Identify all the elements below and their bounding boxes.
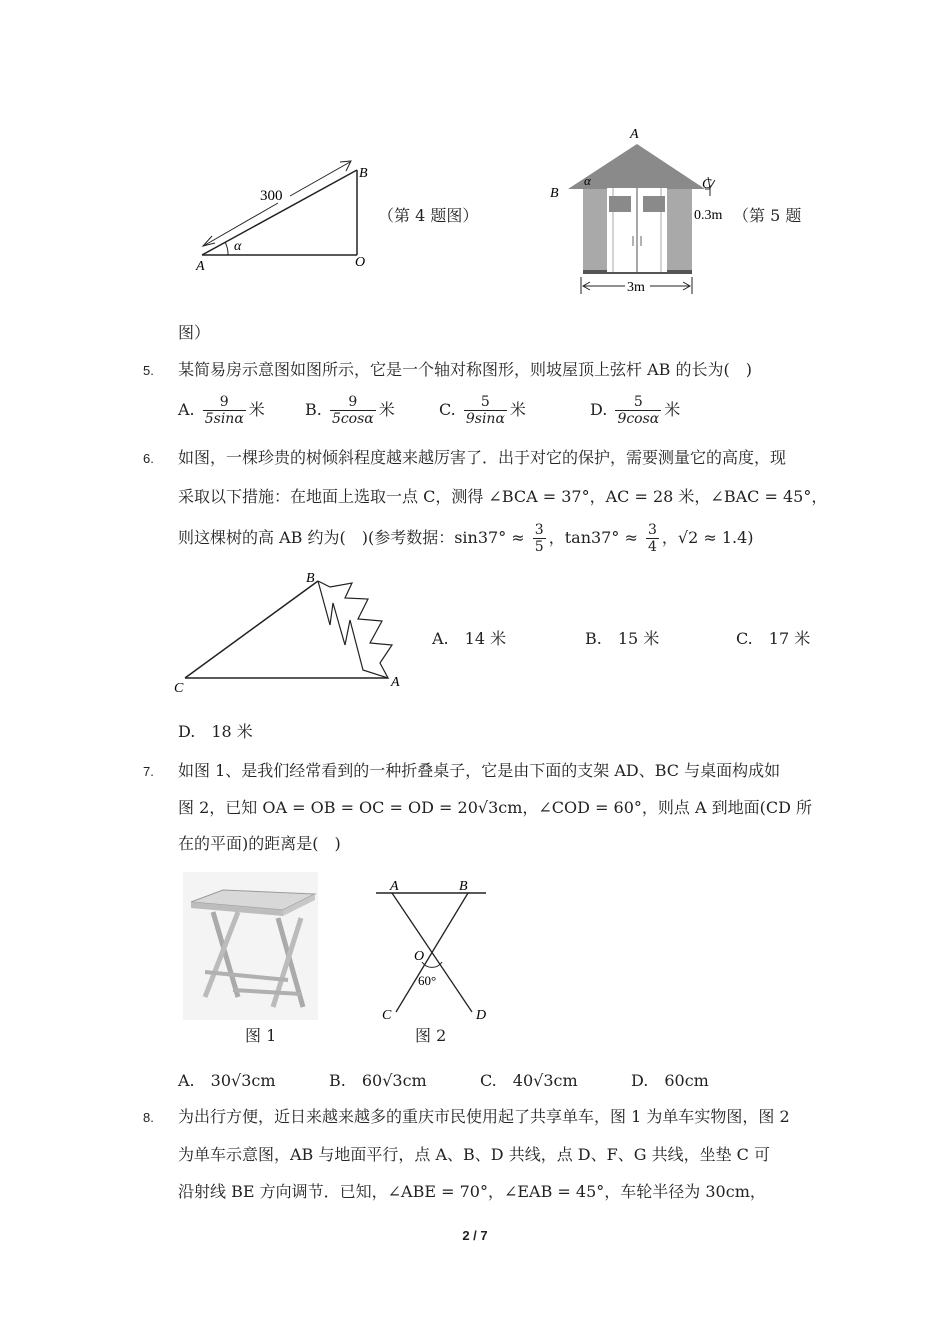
- q6-line3-a: 则这棵树的高 AB 约为( )(参考数据：sin37° ≈: [178, 528, 525, 547]
- q6-option-c: C. 17 米: [736, 629, 811, 648]
- fig4-label-a: A: [196, 259, 205, 274]
- q6-option-d: D. 18 米: [178, 722, 253, 741]
- q7-line1: 如图 1、是我们经常看到的一种折叠桌子，它是由下面的支架 AD、BC 与桌面构成如: [178, 761, 781, 780]
- q6-line2: 采取以下措施：在地面上选取一点 C，测得 ∠BCA = 37°，AC = 28 米，∠BAC = 45°，: [178, 487, 828, 506]
- q5-option-c-unit: 米: [509, 400, 526, 419]
- q5-option-a-label: A.: [178, 400, 195, 419]
- q5-option-c-num: 5: [464, 394, 507, 411]
- q5-option-b-num: 9: [330, 394, 376, 411]
- fig5-label-a: A: [630, 127, 639, 142]
- q5-option-c-den: 9sinα: [465, 411, 505, 427]
- q5-option-b-label: B.: [305, 400, 322, 419]
- q6-frac2-den: 4: [647, 539, 657, 555]
- figure-7-table-photo: [183, 872, 318, 1020]
- fig4-label-alpha: α: [234, 239, 242, 254]
- q5-option-a-den: 5sinα: [204, 411, 244, 427]
- q5-stem: 某简易房示意图如图所示，它是一个轴对称图形，则坡屋顶上弦杆 AB 的长为( ): [178, 360, 752, 379]
- q5-option-a-unit: 米: [248, 400, 265, 419]
- q6-line3: [178, 522, 754, 555]
- q5-option-d: [590, 394, 680, 427]
- q7-option-a: A. 30√3cm: [178, 1071, 276, 1090]
- q6-line3-b: ，tan37° ≈: [548, 528, 638, 547]
- q7-number: 7.: [143, 764, 154, 779]
- q5-option-c-label: C.: [439, 400, 456, 419]
- page-number: 2 / 7: [462, 1228, 488, 1243]
- q7-option-c: C. 40√3cm: [480, 1071, 578, 1090]
- q7-option-d: D. 60cm: [631, 1071, 709, 1090]
- q5-option-d-label: D.: [590, 400, 608, 419]
- fig5-caption-part1: （第 5 题: [733, 206, 802, 225]
- fig5-label-c: C: [702, 177, 712, 192]
- fig6-label-c: C: [174, 681, 184, 696]
- fig5-caption-part2: 图）: [178, 323, 211, 342]
- q5-option-a-num: 9: [203, 394, 246, 411]
- q6-option-a: A. 14 米: [432, 629, 507, 648]
- q6-number: 6.: [143, 451, 154, 466]
- figure-6-tree: [170, 565, 410, 700]
- figure-7-diagram: [370, 872, 500, 1022]
- fig7-label-d: D: [476, 1008, 487, 1022]
- q8-line1: 为出行方便，近日来越来越多的重庆市民使用起了共享单车，图 1 为单车实物图，图 2: [178, 1107, 790, 1126]
- q5-option-d-unit: 米: [664, 400, 681, 419]
- fig4-label-o: O: [355, 255, 366, 270]
- q8-number: 8.: [143, 1110, 154, 1125]
- q5-option-a: [178, 394, 265, 427]
- q5-number: 5.: [143, 363, 154, 378]
- fig7-label-angle: 60°: [418, 973, 437, 988]
- fig6-label-a: A: [391, 675, 400, 690]
- q7-option-b: B. 60√3cm: [329, 1071, 427, 1090]
- q6-line1: 如图，一棵珍贵的树倾斜程度越来越厉害了．出于对它的保护，需要测量它的高度，现: [178, 448, 787, 467]
- fig5-label-alpha: α: [584, 173, 591, 188]
- figure-5: [545, 122, 740, 300]
- fig4-caption: （第 4 题图）: [378, 206, 479, 225]
- q6-frac1-den: 5: [534, 539, 544, 555]
- q7-line3: 在的平面)的距离是( ): [178, 834, 341, 853]
- q5-option-b-den: 5cosα: [331, 411, 374, 427]
- q6-line3-c: ，√2 ≈ 1.4): [661, 528, 754, 547]
- q6-option-b: B. 15 米: [585, 629, 660, 648]
- fig5-label-b: B: [550, 186, 559, 201]
- q5-option-c: [439, 394, 526, 427]
- q5-option-b: [305, 394, 395, 427]
- fig7-label-a: A: [390, 879, 399, 894]
- fig7-caption-1: 图 1: [245, 1026, 277, 1045]
- q8-line2: 为单车示意图，AB 与地面平行，点 A、B、D 共线，点 D、F、G 共线，坐垫 C 可: [178, 1145, 771, 1164]
- q7-line2: 图 2，已知 OA = OB = OC = OD = 20√3cm，∠COD = 60°，则点 A 到地面(CD 所: [178, 798, 813, 817]
- fig5-label-height: 0.3m: [694, 208, 723, 223]
- fig7-label-o: O: [414, 949, 425, 964]
- fig4-label-300: 300: [260, 188, 283, 204]
- q5-option-d-num: 5: [615, 394, 661, 411]
- fig6-label-b: B: [306, 571, 315, 586]
- fig7-label-c: C: [382, 1008, 392, 1022]
- fig7-caption-2: 图 2: [415, 1026, 447, 1045]
- q6-frac2-num: 3: [647, 522, 657, 538]
- fig4-label-b: B: [359, 166, 368, 181]
- q8-line3: 沿射线 BE 方向调节．已知，∠ABE = 70°，∠EAB = 45°，车轮半径为 30cm，: [178, 1182, 766, 1201]
- figure-4: [190, 150, 390, 275]
- q5-option-b-unit: 米: [378, 400, 395, 419]
- q6-frac1-num: 3: [534, 522, 544, 538]
- q5-option-d-den: 9cosα: [617, 411, 660, 427]
- fig7-label-b: B: [459, 879, 468, 894]
- fig5-label-width: 3m: [627, 280, 645, 295]
